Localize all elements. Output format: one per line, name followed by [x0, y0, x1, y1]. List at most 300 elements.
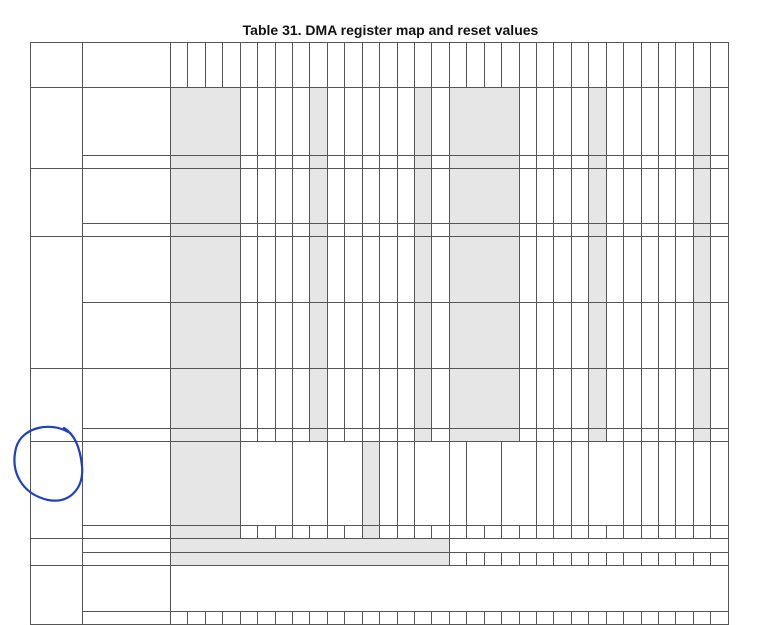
reset-bit	[484, 611, 502, 625]
header-bit	[362, 42, 380, 88]
bit-field	[397, 368, 415, 429]
reset-bit	[588, 223, 606, 237]
reset-bit	[431, 428, 449, 442]
reset-bit	[710, 223, 728, 237]
reset-bit	[623, 223, 641, 237]
reset-bit	[675, 552, 693, 566]
bit-field	[519, 368, 537, 429]
reset-bit	[327, 525, 345, 539]
reserved-field	[693, 236, 711, 303]
reset-bit	[675, 302, 693, 369]
reset-bit	[431, 155, 449, 169]
bit-field	[536, 168, 554, 224]
bit-field	[553, 368, 571, 429]
bit-field	[536, 87, 554, 156]
bit-field	[379, 236, 397, 303]
bit-field	[397, 441, 415, 526]
reset-bit	[414, 525, 432, 539]
bit-field	[553, 87, 571, 156]
reset-bit	[379, 428, 397, 442]
bit-field	[658, 168, 676, 224]
reset-bit	[205, 611, 223, 625]
bit-field	[501, 441, 537, 526]
bit-field	[606, 87, 624, 156]
reset-bit	[588, 552, 606, 566]
reset-bit	[519, 223, 537, 237]
reset-bit	[240, 223, 258, 237]
reset-bit	[519, 302, 537, 369]
reset-bit	[170, 302, 241, 369]
reset-bit	[588, 611, 606, 625]
reset-value-label	[82, 611, 171, 625]
reset-bit	[641, 155, 659, 169]
reset-bit	[484, 552, 502, 566]
reset-bit	[379, 611, 397, 625]
register-offset	[30, 441, 83, 539]
register-offset	[30, 538, 83, 566]
header-bit	[588, 42, 606, 88]
header-bit	[222, 42, 240, 88]
reset-bit	[170, 223, 241, 237]
bit-field	[327, 87, 345, 156]
reset-bit	[222, 611, 240, 625]
reset-bit	[693, 428, 711, 442]
register-name	[82, 168, 171, 224]
bit-field	[431, 368, 449, 429]
reset-bit	[536, 155, 554, 169]
bit-field	[553, 236, 571, 303]
reset-bit	[484, 525, 502, 539]
reset-bit	[623, 155, 641, 169]
reset-bit	[658, 155, 676, 169]
reset-bit	[431, 525, 449, 539]
reset-bit	[309, 611, 327, 625]
bit-field	[257, 87, 275, 156]
reset-bit	[414, 611, 432, 625]
reserved-field	[170, 168, 241, 224]
reset-bit	[466, 552, 484, 566]
reset-bit	[536, 428, 554, 442]
reset-bit	[292, 302, 310, 369]
bit-field	[397, 87, 415, 156]
reset-bit	[309, 525, 327, 539]
bit-field	[519, 168, 537, 224]
header-bit	[379, 42, 397, 88]
bit-field	[414, 441, 450, 526]
bit-field	[431, 236, 449, 303]
bit-field	[675, 168, 693, 224]
reserved-field	[170, 538, 450, 553]
reset-bit	[501, 525, 519, 539]
bit-field	[344, 168, 362, 224]
reset-bit	[292, 525, 310, 539]
bit-field	[170, 565, 729, 612]
reset-bit	[240, 611, 258, 625]
header-bit	[501, 42, 519, 88]
reset-bit	[309, 428, 327, 442]
header-bit	[675, 42, 693, 88]
register-offset	[30, 565, 83, 625]
bit-field	[240, 368, 258, 429]
reset-bit	[658, 552, 676, 566]
reset-bit	[257, 302, 275, 369]
header-register	[82, 42, 171, 88]
reset-bit	[658, 302, 676, 369]
reset-bit	[344, 611, 362, 625]
bit-field	[571, 168, 589, 224]
reset-bit	[240, 302, 258, 369]
bit-field	[292, 368, 310, 429]
reset-bit	[675, 525, 693, 539]
register-offset	[30, 87, 83, 169]
reset-bit	[519, 155, 537, 169]
bit-field	[536, 236, 554, 303]
reset-bit	[414, 155, 432, 169]
bit-field	[240, 441, 293, 526]
reset-bit	[309, 223, 327, 237]
reset-bit	[553, 428, 571, 442]
bit-field	[292, 441, 328, 526]
reset-bit	[170, 155, 241, 169]
reset-bit	[275, 428, 293, 442]
header-bit	[170, 42, 188, 88]
reserved-field	[309, 302, 327, 369]
reset-bit	[606, 155, 624, 169]
bit-field	[240, 236, 258, 303]
bit-field	[553, 168, 571, 224]
reset-bit	[449, 302, 520, 369]
bit-field	[431, 168, 449, 224]
bit-field	[571, 441, 589, 526]
reset-bit	[275, 611, 293, 625]
reset-bit	[693, 155, 711, 169]
reset-bit	[571, 155, 589, 169]
reserved-field	[309, 368, 327, 429]
reserved-field	[414, 236, 432, 303]
bit-field	[693, 441, 711, 526]
bit-field	[257, 368, 275, 429]
register-name	[82, 441, 171, 526]
reset-bit	[519, 611, 537, 625]
reset-value-label	[82, 428, 171, 442]
reserved-field	[693, 168, 711, 224]
bit-field	[362, 236, 380, 303]
register-name	[82, 368, 171, 429]
reserved-field	[170, 87, 241, 156]
reset-bit	[397, 428, 415, 442]
bit-field	[431, 87, 449, 156]
register-name	[82, 565, 171, 612]
reset-bit	[379, 223, 397, 237]
bit-field	[658, 87, 676, 156]
bit-field	[623, 236, 641, 303]
reset-bit	[675, 223, 693, 237]
reserved-field	[170, 368, 241, 429]
reset-bit	[571, 611, 589, 625]
reserved-field	[309, 168, 327, 224]
bit-field	[519, 87, 537, 156]
reset-bit	[571, 302, 589, 369]
header-bit	[205, 42, 223, 88]
bit-field	[519, 236, 537, 303]
reset-bit	[414, 428, 432, 442]
reset-bit	[379, 302, 397, 369]
reset-bit	[606, 302, 624, 369]
reset-bit	[553, 155, 571, 169]
register-offset	[30, 168, 83, 237]
reserved-field	[449, 236, 520, 303]
bit-field	[275, 87, 293, 156]
reset-bit	[623, 428, 641, 442]
header-offset	[30, 42, 83, 88]
reset-bit	[675, 428, 693, 442]
bit-field	[536, 441, 554, 526]
reset-bit	[571, 525, 589, 539]
bit-field	[379, 168, 397, 224]
reset-bit	[641, 525, 659, 539]
bit-field	[623, 168, 641, 224]
bit-field	[588, 441, 624, 526]
reset-bit	[362, 155, 380, 169]
header-bit	[571, 42, 589, 88]
reserved-field	[170, 236, 241, 303]
reset-bit	[187, 611, 205, 625]
bit-field	[240, 168, 258, 224]
reset-bit	[397, 155, 415, 169]
header-bit	[344, 42, 362, 88]
reset-bit	[710, 155, 728, 169]
bit-field	[571, 368, 589, 429]
header-bit	[449, 42, 467, 88]
reserved-field	[449, 168, 520, 224]
reset-bit	[362, 525, 380, 539]
reset-bit	[606, 223, 624, 237]
reserved-field	[362, 441, 380, 526]
reset-bit	[536, 552, 554, 566]
header-bit	[187, 42, 205, 88]
reset-bit	[623, 525, 641, 539]
reserved-field	[588, 302, 606, 369]
reset-bit	[553, 223, 571, 237]
reset-bit	[710, 552, 728, 566]
reserved-field	[170, 441, 241, 526]
reset-bit	[170, 552, 450, 566]
register-name	[82, 236, 171, 303]
register-name	[82, 538, 171, 553]
reset-bit	[292, 223, 310, 237]
bit-field	[275, 236, 293, 303]
reset-value-label	[82, 155, 171, 169]
header-bit	[397, 42, 415, 88]
reset-bit	[658, 428, 676, 442]
bit-field	[658, 236, 676, 303]
reset-bit	[623, 552, 641, 566]
reset-bit	[379, 155, 397, 169]
reserved-field	[588, 87, 606, 156]
reserved-field	[309, 87, 327, 156]
reset-value-label	[82, 302, 171, 369]
bit-field	[240, 87, 258, 156]
reset-bit	[362, 223, 380, 237]
reserved-field	[693, 302, 711, 369]
reserved-field	[449, 368, 520, 429]
bit-field	[257, 168, 275, 224]
reset-bit	[501, 611, 519, 625]
bit-field	[327, 236, 345, 303]
reset-bit	[449, 223, 520, 237]
header-bit	[710, 42, 728, 88]
header-bit	[484, 42, 502, 88]
bit-field	[449, 441, 467, 526]
header-bit	[623, 42, 641, 88]
reset-bit	[327, 302, 345, 369]
reset-bit	[327, 611, 345, 625]
reset-bit	[449, 525, 467, 539]
reset-bit	[344, 525, 362, 539]
bit-field	[710, 168, 728, 224]
bit-field	[257, 236, 275, 303]
reset-bit	[327, 223, 345, 237]
reset-bit	[675, 611, 693, 625]
reset-bit	[449, 155, 520, 169]
reset-bit	[588, 525, 606, 539]
reset-bit	[658, 223, 676, 237]
header-bit	[519, 42, 537, 88]
reset-bit	[397, 611, 415, 625]
reset-bit	[170, 611, 188, 625]
bit-field	[466, 441, 502, 526]
reserved-field	[693, 87, 711, 156]
reset-bit	[275, 525, 293, 539]
reset-bit	[553, 552, 571, 566]
header-bit	[606, 42, 624, 88]
reset-value-label	[82, 525, 171, 539]
reset-bit	[431, 611, 449, 625]
reset-bit	[327, 428, 345, 442]
bit-field	[571, 87, 589, 156]
reset-bit	[641, 302, 659, 369]
register-offset	[30, 236, 83, 369]
bit-field	[641, 236, 659, 303]
reset-bit	[257, 428, 275, 442]
reset-bit	[362, 302, 380, 369]
bit-field	[292, 236, 310, 303]
reset-bit	[519, 428, 537, 442]
reset-bit	[675, 155, 693, 169]
reset-bit	[379, 525, 397, 539]
header-bit	[257, 42, 275, 88]
reset-bit	[240, 155, 258, 169]
reset-bit	[431, 302, 449, 369]
reset-bit	[344, 223, 362, 237]
reset-bit	[327, 155, 345, 169]
reset-bit	[257, 525, 275, 539]
reset-bit	[641, 611, 659, 625]
reset-bit	[275, 155, 293, 169]
reset-bit	[623, 611, 641, 625]
bit-field	[623, 87, 641, 156]
bit-field	[641, 368, 659, 429]
reset-bit	[466, 611, 484, 625]
bit-field	[344, 236, 362, 303]
reset-bit	[240, 428, 258, 442]
reset-bit	[536, 302, 554, 369]
bit-field	[275, 168, 293, 224]
bit-field	[606, 168, 624, 224]
reserved-field	[414, 302, 432, 369]
bit-field	[379, 441, 397, 526]
bit-field	[606, 236, 624, 303]
bit-field	[641, 87, 659, 156]
reserved-field	[449, 87, 520, 156]
reset-bit	[397, 223, 415, 237]
reset-bit	[606, 552, 624, 566]
register-offset	[30, 368, 83, 442]
bit-field	[292, 87, 310, 156]
header-bit	[327, 42, 345, 88]
reset-bit	[606, 611, 624, 625]
bit-field	[693, 368, 711, 429]
reset-value-label	[82, 552, 171, 566]
reset-bit	[553, 525, 571, 539]
header-bit	[641, 42, 659, 88]
bit-field	[379, 368, 397, 429]
header-bit	[240, 42, 258, 88]
bit-field	[344, 87, 362, 156]
bit-field	[710, 441, 728, 526]
reset-bit	[571, 428, 589, 442]
reset-bit	[449, 552, 467, 566]
reset-bit	[693, 611, 711, 625]
reset-bit	[240, 525, 258, 539]
reset-bit	[710, 302, 728, 369]
reset-bit	[275, 302, 293, 369]
reset-bit	[344, 428, 362, 442]
header-bit	[536, 42, 554, 88]
reset-bit	[344, 302, 362, 369]
bit-field	[571, 236, 589, 303]
reserved-field	[588, 236, 606, 303]
reset-bit	[170, 525, 241, 539]
bit-field	[292, 168, 310, 224]
bit-field	[623, 368, 641, 429]
bit-field	[397, 168, 415, 224]
bit-field	[658, 441, 676, 526]
reset-bit	[397, 302, 415, 369]
table-title: Table 31. DMA register map and reset values	[242, 22, 539, 38]
bit-field	[675, 368, 693, 429]
bit-field	[641, 441, 659, 526]
reset-bit	[553, 302, 571, 369]
reset-bit	[641, 223, 659, 237]
reset-bit	[292, 611, 310, 625]
bit-field	[362, 168, 380, 224]
bit-field	[675, 441, 693, 526]
bit-field	[710, 368, 728, 429]
reset-bit	[641, 552, 659, 566]
bit-field	[362, 87, 380, 156]
reset-bit	[292, 155, 310, 169]
reset-bit	[658, 611, 676, 625]
bit-field	[641, 168, 659, 224]
reset-bit	[292, 428, 310, 442]
reset-bit	[536, 611, 554, 625]
reset-value-label	[82, 223, 171, 237]
header-bit	[553, 42, 571, 88]
reset-bit	[606, 525, 624, 539]
reset-bit	[397, 525, 415, 539]
bit-field	[710, 236, 728, 303]
